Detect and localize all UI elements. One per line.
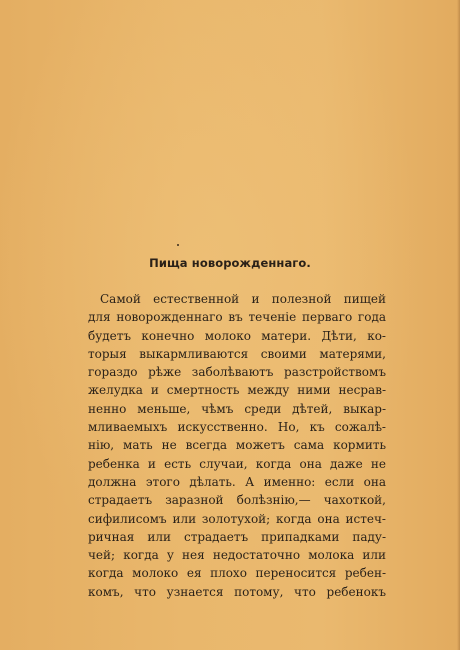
- ink-speck: [177, 244, 179, 246]
- text-line: ричная или страдаетъ припадками паду-: [88, 529, 386, 544]
- text-line: чей; когда у нея недостаточно молока или: [88, 548, 386, 563]
- text-line: страдаетъ заразной болѣзнію,— чахоткой,: [88, 493, 386, 508]
- text-line: ребенка и есть случаи, когда она даже не: [88, 456, 386, 471]
- text-line: Самой естественной и полезной пищей: [100, 292, 386, 306]
- text-line: торыя выкармливаются своими матерями,: [88, 346, 386, 361]
- text-line: будетъ конечно молоко матери. Дѣти, ко-: [88, 328, 386, 343]
- text-line: нію, мать не всегда можетъ сама кормить: [88, 438, 386, 453]
- text-line: для новорожденнаго въ теченіе перваго года: [88, 310, 386, 325]
- text-line: гораздо рѣже заболѣваютъ разстройствомъ: [88, 365, 386, 380]
- text-line: должна этого дѣлать. А именно: если она: [88, 474, 386, 489]
- text-line: ненно меньше, чѣмъ среди дѣтей, выкар-: [88, 401, 386, 416]
- text-line: сифилисомъ или золотухой; когда она истеч-: [88, 511, 386, 526]
- body-paragraph: [88, 290, 386, 601]
- text-line: желудка и смертность между ними несрав-: [88, 383, 386, 398]
- text-line: когда молоко ея плохо переносится ребен-: [88, 566, 386, 581]
- section-heading: Пища новорожденнаго.: [149, 256, 311, 270]
- text-line: мливаемыхъ искусственно. Но, къ сожалѣ-: [88, 420, 386, 435]
- text-line: комъ, что узнается потому, что ребенокъ: [88, 584, 386, 599]
